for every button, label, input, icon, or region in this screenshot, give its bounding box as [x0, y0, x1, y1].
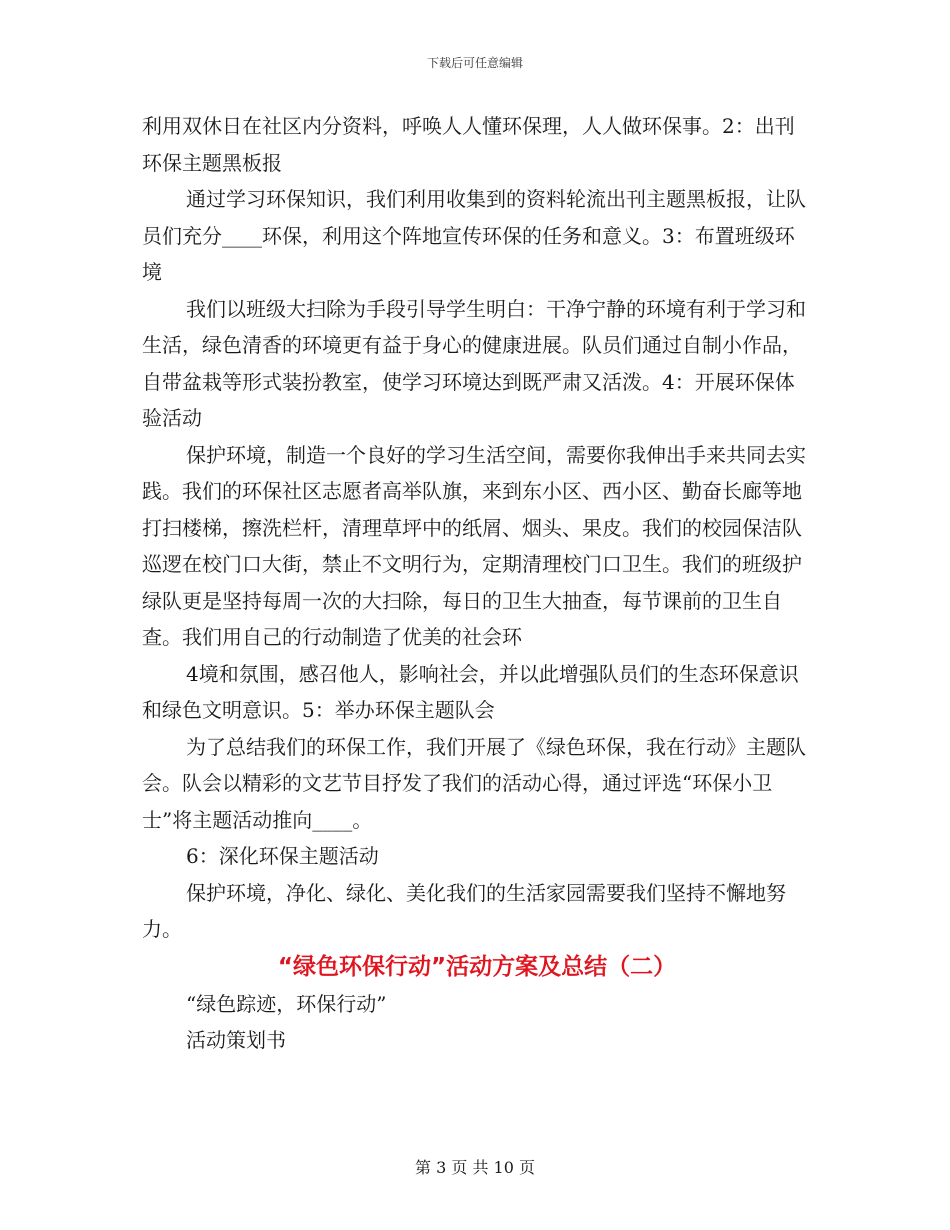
paragraph-6: 为了总结我们的环保工作，我们开展了《绿色环保，我在行动》主题队会。队会以精彩的文艺节目抒发了我们的活动心得，通过评选“环保小卫士”将主题活动推向____。	[142, 734, 806, 832]
paragraph-1: 利用双休日在社区内分资料，呼唤人人懂环保理，人人做环保事。2：出刊环保主题黑板报	[142, 114, 795, 175]
subtitle-line: “绿色踪迹，环保行动”	[186, 991, 387, 1016]
section-title: “绿色环保行动”活动方案及总结（二）	[277, 953, 677, 980]
paragraph-3: 我们以班级大扫除为手段引导学生明白：干净宁静的环境有利于学习和生活，绿色清香的环境更有益于身心的健康进展。队员们通过自制小作品，自带盆栽等形式装扮教室，使学习环境达到既严肃又活泼。4：开展环保体验活动	[142, 296, 806, 430]
paragraph-2: 通过学习环保知识，我们利用收集到的资料轮流出刊主题黑板报，让队员们充分____环保，利用这个阵地宣传环保的任务和意义。3：布置班级环境	[142, 187, 806, 284]
paragraph-8: 保护环境，净化、绿化、美化我们的生活家园需要我们坚持不懈地努力。	[142, 880, 786, 941]
page-header-note: 下载后可任意编辑	[426, 56, 523, 70]
document-body	[142, 108, 812, 1059]
paragraph-7: 6：深化环保主题活动	[186, 844, 379, 868]
plan-heading: 活动策划书	[186, 1028, 286, 1052]
paragraph-4: 保护环境，制造一个良好的学习生活空间，需要你我伸出手来共同去实践。我们的环保社区志愿者高举队旗，来到东小区、西小区、勤奋长廊等地打扫楼梯，擦洗栏杆，清理草坪中的纸屑、烟头、果皮。我们的校园保洁队巡逻在校门口大街，禁止不文明行为，定期清理校门口卫生。我们的班级护绿队更是坚持每周一次的大扫除，每日的卫生大抽查，每节课前的卫生自查。我们用自己的行动制造了优美的社会环	[142, 442, 806, 649]
paragraph-5: 4境和氛围，感召他人，影响社会，并以此增强队员们的生态环保意识和绿色文明意识。5：举办环保主题队会	[142, 661, 799, 722]
page-number: 第 3 页 共 10 页	[415, 1158, 535, 1177]
